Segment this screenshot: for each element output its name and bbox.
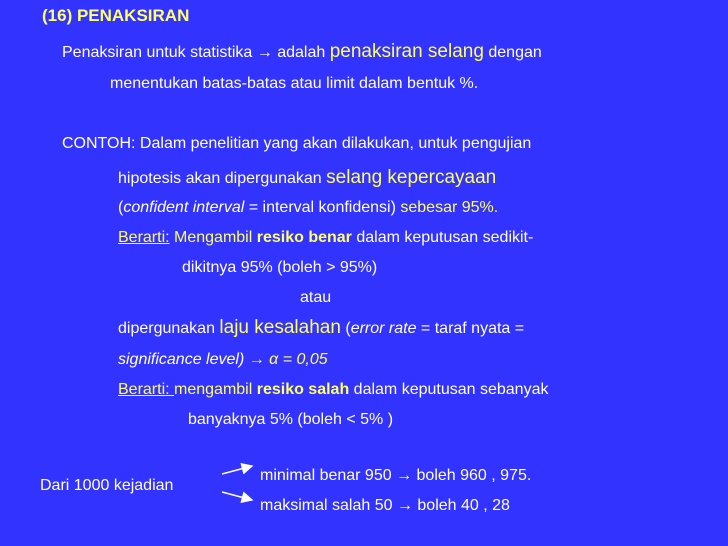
keputusan-text-1: dalam keputusan sedikit-	[351, 229, 534, 246]
alpha-value: → α = 0,05	[244, 351, 328, 368]
arrow-up	[222, 466, 252, 474]
arrow-down	[222, 492, 252, 500]
footer-line-2: maksimal salah 50 → boleh 40 , 28	[260, 497, 510, 514]
resiko-benar-highlight: resiko benar	[256, 229, 352, 246]
significance-level-term: significance level)	[118, 351, 245, 368]
dipergunakan-text: dipergunakan	[118, 320, 220, 337]
taraf-nyata-text: = taraf nyata =	[416, 320, 525, 337]
paren-open: (	[118, 199, 124, 216]
selang-kepercayaan-highlight: selang kepercayaan	[326, 167, 497, 188]
resiko-salah-highlight: resiko salah	[256, 381, 350, 398]
mengambil-text-1: Mengambil	[169, 229, 257, 246]
berarti-label-1: Berarti:	[118, 229, 170, 246]
footer-line-1: minimal benar 950 → boleh 960 , 975.	[260, 467, 532, 484]
intro-text-b: dengan	[483, 44, 542, 61]
error-rate-term: error rate	[350, 320, 417, 337]
mengambil-text-2: mengambil	[174, 381, 257, 398]
berarti-label-2: Berarti:	[118, 381, 175, 398]
contoh-line-5: dikitnya 95% (boleh > 95%)	[182, 259, 378, 276]
intro-line-2: menentukan batas-batas atau limit dalam bentuk %.	[110, 75, 479, 92]
contoh-line-1: CONTOH: Dalam penelitian yang akan dilakukan, untuk pengujian	[62, 135, 532, 152]
interval-konfidensi-text: = interval konfidensi)	[244, 199, 401, 216]
keputusan-text-2: dalam keputusan sebanyak	[349, 381, 549, 398]
page-title: (16) PENAKSIRAN	[42, 6, 190, 25]
paren-open-2: (	[340, 320, 351, 337]
atau-text: atau	[300, 289, 332, 306]
contoh-text: hipotesis akan dipergunakan	[118, 170, 327, 187]
sebesar-95-highlight: sebesar 95%.	[400, 199, 499, 216]
intro-text-a: Penaksiran untuk statistika → adalah	[62, 44, 330, 61]
footer-label: Dari 1000 kejadian	[40, 477, 174, 494]
contoh-line-10: banyaknya 5% (boleh < 5% )	[188, 411, 394, 428]
intro-highlight: penaksiran selang	[329, 41, 484, 62]
laju-kesalahan-highlight: laju kesalahan	[219, 317, 341, 338]
confident-interval-term: confident interval	[123, 199, 245, 216]
